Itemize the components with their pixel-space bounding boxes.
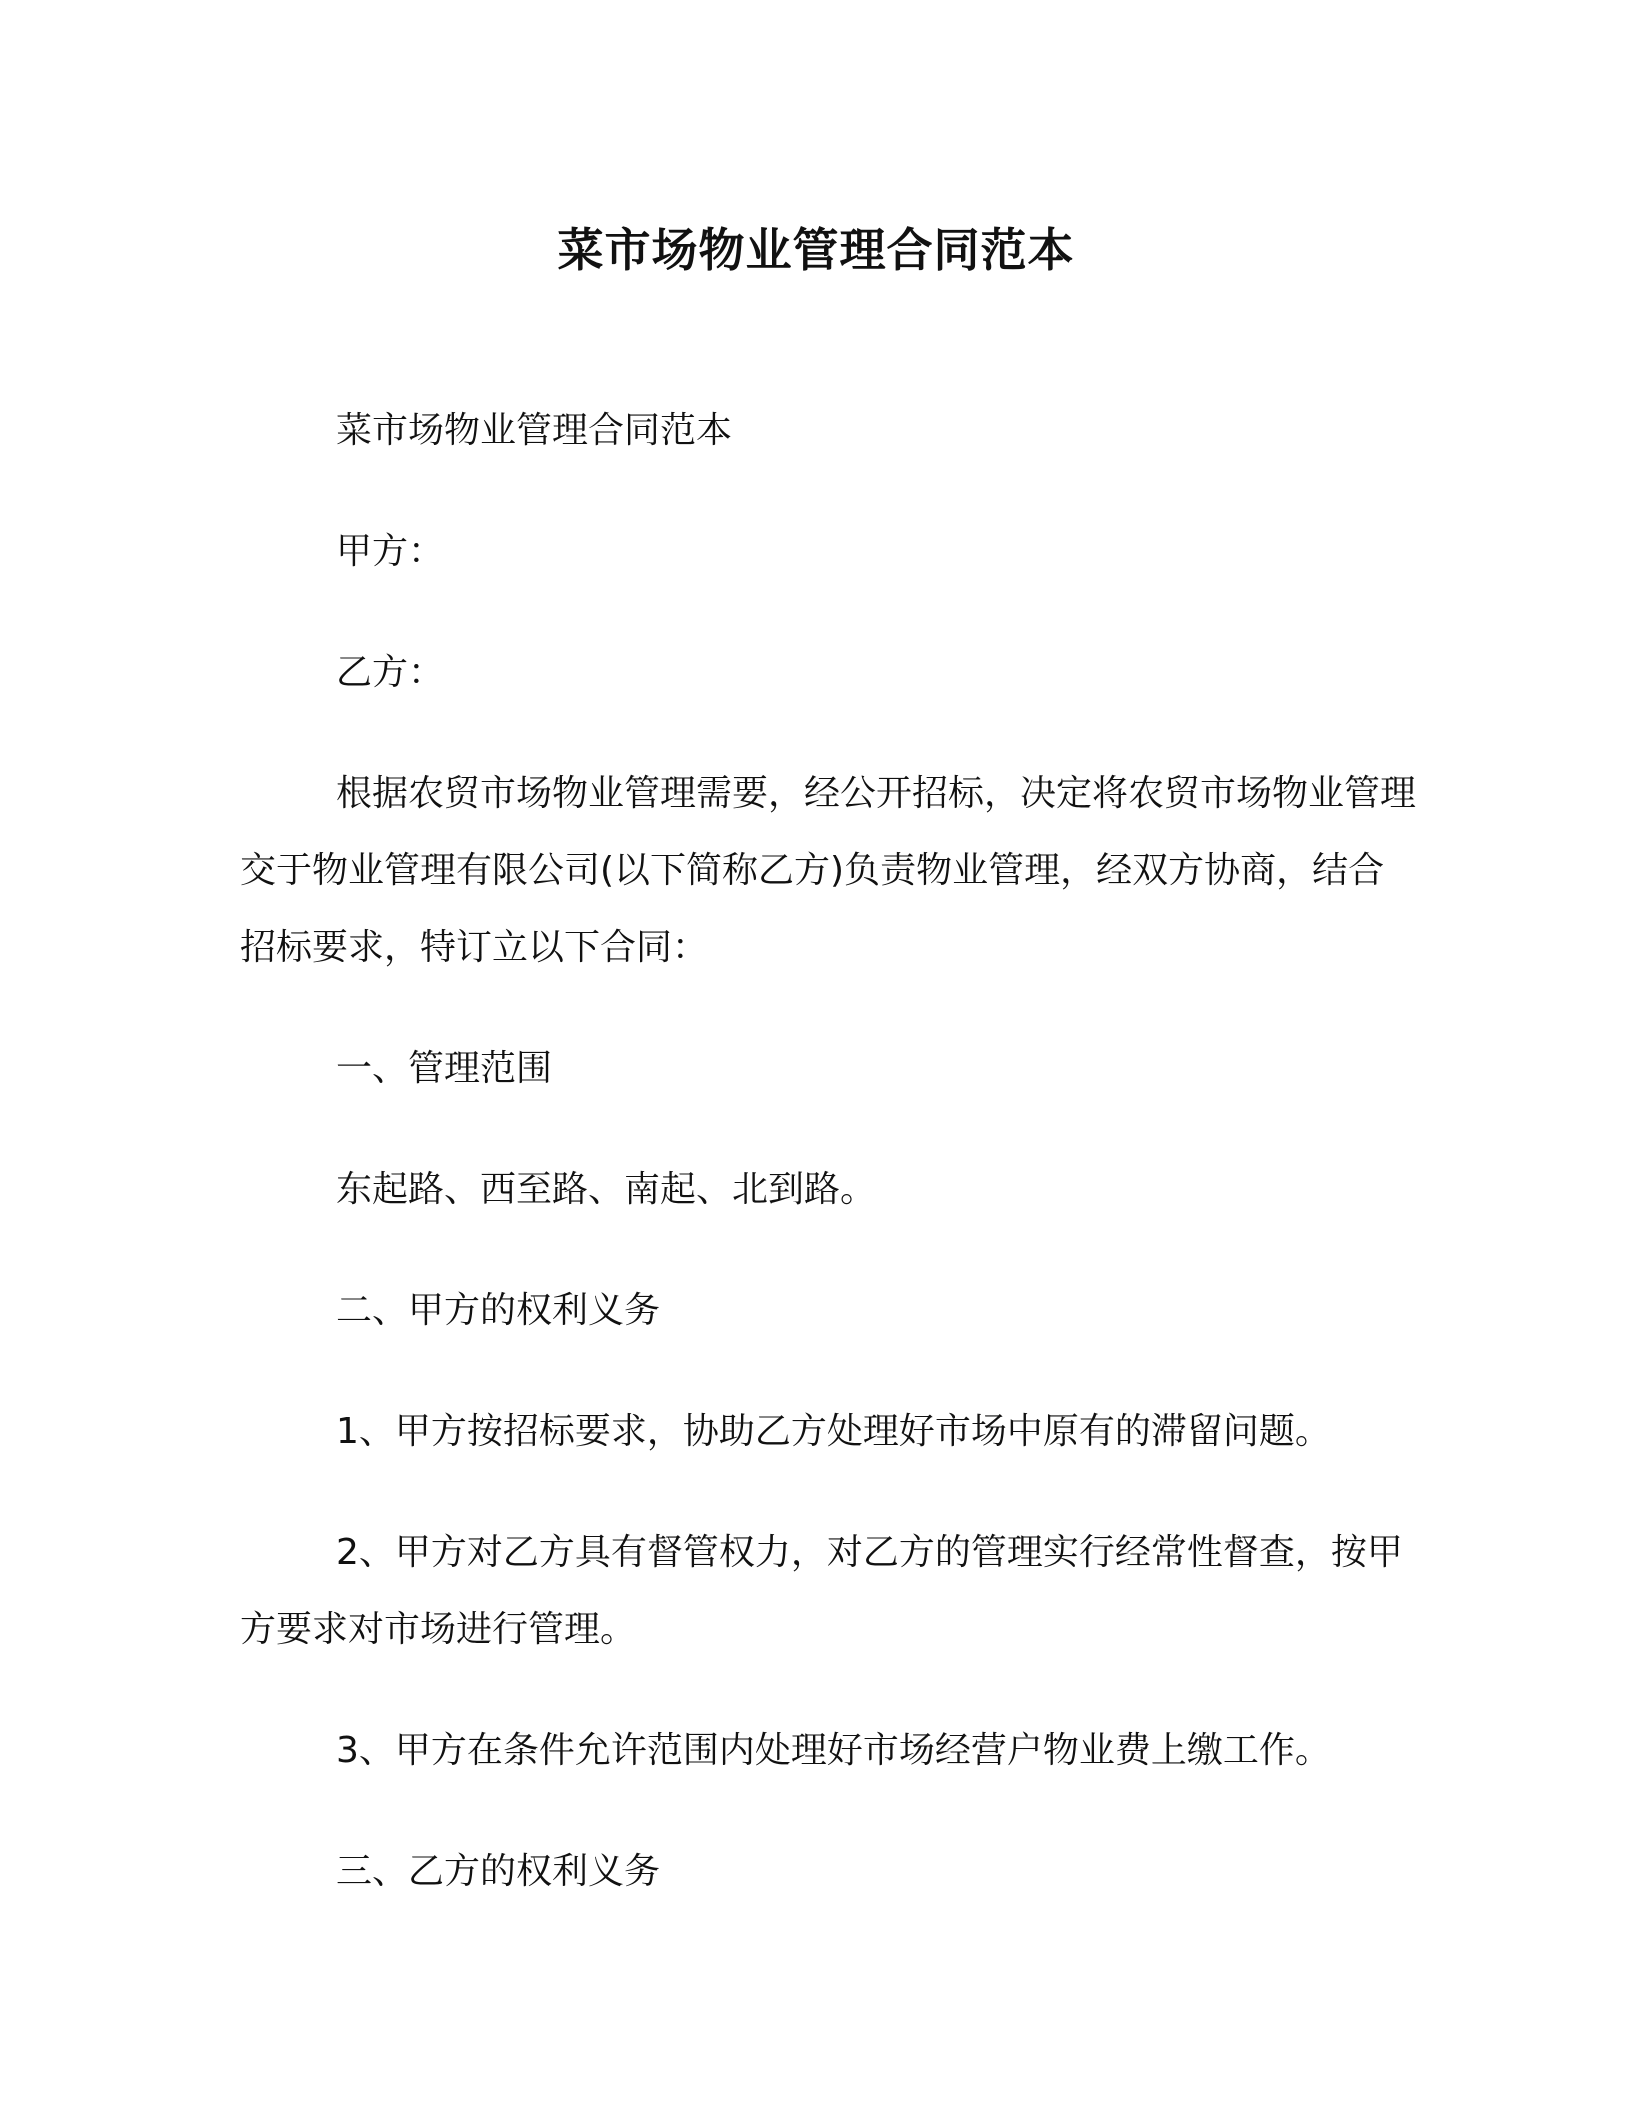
clause-a-2: 2、甲方对乙方具有督管权力，对乙方的管理实行经常性督查，按甲方要求对市场进行管理。 [240, 1532, 1403, 1650]
clause-a-1: 1、甲方按招标要求，协助乙方处理好市场中原有的滞留问题。 [336, 1411, 1331, 1452]
clause-a-3: 3、甲方在条件允许范围内处理好市场经营户物业费上缴工作。 [336, 1730, 1331, 1771]
section-heading-party-a-rights: 二、甲方的权利义务 [336, 1290, 661, 1331]
document-body [240, 392, 1420, 1954]
paragraph-heading: 菜市场物业管理合同范本 [336, 410, 733, 451]
section-heading-party-b-rights: 三、乙方的权利义务 [336, 1851, 661, 1892]
paragraph-scope: 东起路、西至路、南起、北到路。 [336, 1169, 877, 1210]
paragraph-party-a: 甲方： [336, 531, 445, 572]
paragraph-party-b: 乙方： [336, 652, 445, 693]
section-heading-scope: 一、管理范围 [336, 1048, 553, 1089]
paragraph-preamble: 根据农贸市场物业管理需要，经公开招标，决定将农贸市场物业管理交于物业管理有限公司(以下简称乙方)负责物业管理，经双方协商，结合招标要求，特订立以下合同： [240, 773, 1417, 968]
document-title: 菜市场物业管理合同范本 [557, 223, 1075, 277]
